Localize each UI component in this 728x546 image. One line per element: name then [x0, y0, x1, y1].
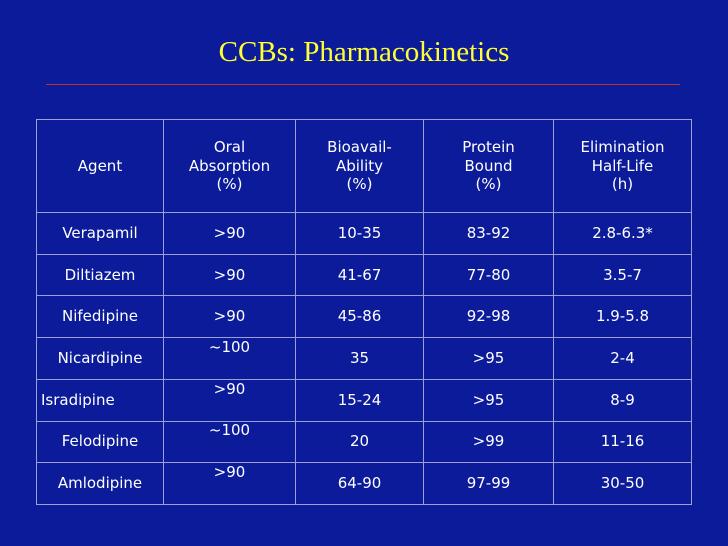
cell-oral-absorption-value: >90 [213, 463, 246, 482]
table-row [37, 254, 692, 296]
cell-protein-bound: >99 [424, 421, 554, 463]
header-line: Half-Life [591, 156, 654, 175]
header-elimination-half-life [554, 120, 692, 213]
header-line: (%) [216, 175, 243, 194]
cell-half-life: 2-4 [554, 338, 692, 380]
header-oral-absorption [164, 120, 296, 213]
header-line: Elimination [580, 137, 665, 156]
cell-oral-absorption-value: ~100 [208, 338, 251, 357]
cell-protein-bound: 83-92 [424, 213, 554, 255]
cell-protein-bound: 92-98 [424, 296, 554, 338]
table-row [37, 379, 692, 421]
table-header-row [37, 120, 692, 213]
cell-half-life: 3.5-7 [554, 254, 692, 296]
header-line: (%) [475, 175, 502, 194]
cell-agent: Felodipine [37, 421, 164, 463]
cell-bioavailability: 10-35 [296, 213, 424, 255]
title-divider [46, 84, 680, 85]
header-line: (%) [346, 175, 373, 194]
cell-protein-bound: >95 [424, 379, 554, 421]
cell-agent: Amlodipine [37, 463, 164, 505]
cell-oral-absorption: >90 [164, 213, 296, 255]
pharmacokinetics-table [36, 119, 692, 505]
cell-half-life: 2.8-6.3* [554, 213, 692, 255]
cell-oral-absorption-value: ~100 [208, 421, 251, 440]
cell-oral-absorption: >90 [164, 254, 296, 296]
header-line: Oral [213, 137, 246, 156]
cell-half-life: 8-9 [554, 379, 692, 421]
cell-oral-absorption [164, 379, 296, 421]
header-line: Bioavail- [327, 137, 392, 156]
cell-agent: Verapamil [37, 213, 164, 255]
cell-protein-bound: >95 [424, 338, 554, 380]
cell-agent: Nicardipine [37, 338, 164, 380]
header-bioavailability [296, 120, 424, 213]
cell-bioavailability: 35 [296, 338, 424, 380]
cell-half-life: 11-16 [554, 421, 692, 463]
cell-protein-bound: 77-80 [424, 254, 554, 296]
header-line: Protein [462, 137, 515, 156]
header-line: (h) [611, 175, 634, 194]
cell-oral-absorption [164, 463, 296, 505]
cell-bioavailability: 45-86 [296, 296, 424, 338]
cell-bioavailability: 41-67 [296, 254, 424, 296]
cell-oral-absorption [164, 421, 296, 463]
cell-protein-bound: 97-99 [424, 463, 554, 505]
cell-half-life: 1.9-5.8 [554, 296, 692, 338]
header-protein-bound [424, 120, 554, 213]
header-line: Bound [464, 156, 513, 175]
cell-bioavailability: 64-90 [296, 463, 424, 505]
cell-oral-absorption: >90 [164, 296, 296, 338]
cell-agent: Isradipine [37, 379, 164, 421]
header-line: Absorption [188, 156, 271, 175]
slide-title: CCBs: Pharmacokinetics [218, 36, 510, 68]
cell-agent: Nifedipine [37, 296, 164, 338]
header-agent [37, 120, 164, 213]
cell-agent: Diltiazem [37, 254, 164, 296]
header-agent-line: Agent [77, 156, 123, 175]
table-row [37, 421, 692, 463]
table-row [37, 463, 692, 505]
cell-oral-absorption-value: >90 [213, 379, 246, 398]
cell-bioavailability: 20 [296, 421, 424, 463]
table-row [37, 338, 692, 380]
cell-oral-absorption [164, 338, 296, 380]
cell-half-life: 30-50 [554, 463, 692, 505]
table-row [37, 213, 692, 255]
header-line: Ability [335, 156, 384, 175]
cell-bioavailability: 15-24 [296, 379, 424, 421]
table-row [37, 296, 692, 338]
